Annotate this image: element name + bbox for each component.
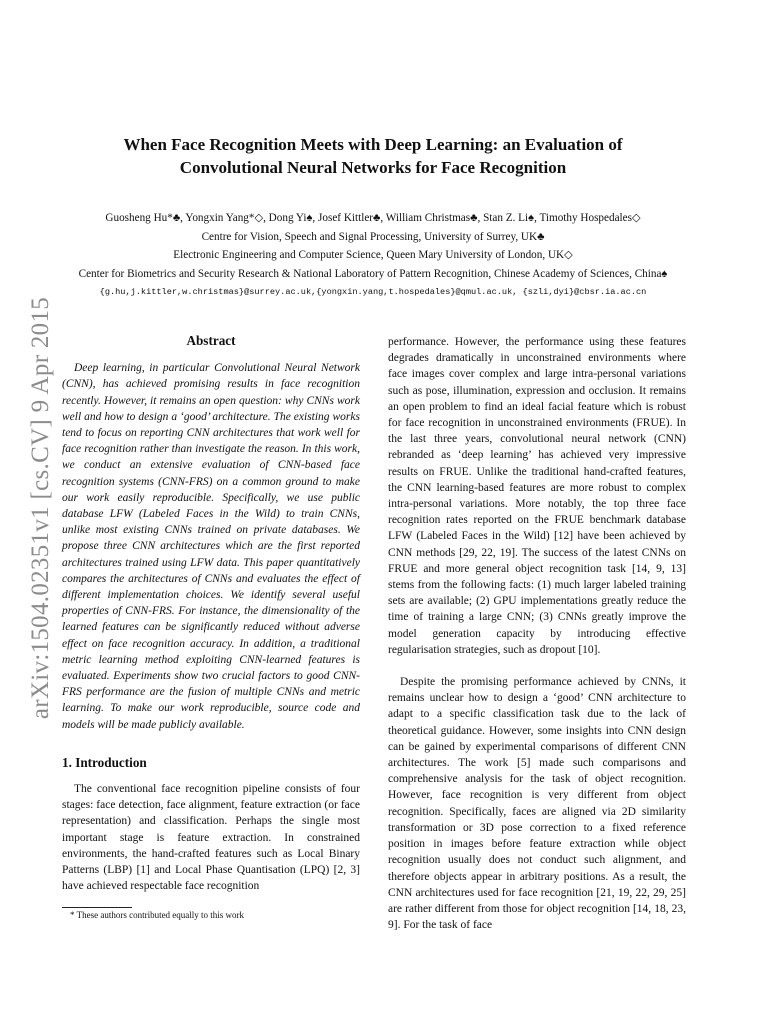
left-column (62, 333, 360, 895)
affiliation-qmul: Electronic Engineering and Computer Science, Queen Mary University of London, UK◇ (173, 249, 573, 262)
section-heading-introduction: 1. Introduction (62, 754, 147, 770)
author-emails: {g.hu,j.kittler,w.christmas}@surrey.ac.uk,{yongxin.yang,t.hospedales}@qmul.ac.uk, {szli,dyi}@cbsr.ia.ac.cn (99, 287, 647, 298)
intro-paragraph-3: Despite the promising performance achieved by CNNs, it remains unclear how to design a ‘good’ CNN architecture to adapt to a specific classification task due to the lack of theoretical guidance. However, some insights into CNN design can be gained by experimental comparisons of different CNN architectures. The work [5] made such comparisons and comprehensive analysis for the task of object recognition. However, face recognition is very different from object recognition. Specifically, faces are aligned via 2D similarity transformation or 3D pose correction to a fixed reference position in images before feature extraction while object recognition usually does not conduct such alignment, and therefore objects appear in arbitrary positions. As a result, the CNN architectures used for face recognition [21, 19, 22, 29, 25] are rather different from those for object recognition [14, 18, 23, 9]. For the task of face (388, 676, 686, 932)
affiliation-surrey: Centre for Vision, Speech and Signal Processing, University of Surrey, UK♣ (201, 230, 545, 243)
arxiv-identifier: arXiv:1504.02351v1 [cs.CV] 9 Apr 2015 (27, 296, 54, 720)
footnote-divider (62, 907, 132, 908)
footnote-equal-contribution: * These authors contributed equally to this work (70, 910, 245, 920)
author-list: Guosheng Hu*♣, Yongxin Yang*◇, Dong Yi♠, Josef Kittler♣, William Christmas♣, Stan Z. Li♠, Timothy Hospedales◇ (105, 212, 641, 224)
author-block (40, 209, 706, 302)
abstract-text: Deep learning, in particular Convolutional Neural Network (CNN), has achieved promising results in face recognition recently. However, it remains an open question: why CNNs work well and how to design a ‘good’ architecture. The existing works tend to focus on reporting CNN architectures that work well for face recognition rather than investigate the reason. In this work, we conduct an extensive evaluation of CNN-based face recognition systems (CNN-FRS) on a common ground to make our work easily reproducible. Specifically, we use public database LFW (Labeled Faces in the Wild) to train CNNs, unlike most existing CNNs trained on private databases. We propose three CNN architectures which are the first reported architectures trained using LFW data. This paper quantitatively compares the architectures of CNNs and evaluates the effect of different implementation choices. We identify several useful properties of CNN-FRS. For instance, the dimensionality of the learned features can be significantly reduced without adverse effect on face recognition accuracy. In addition, a traditional metric learning method exploiting CNN-learned features is evaluated. Experiments show two crucial factors to good CNN-FRS performance are the fusion of multiple CNNs and metric learning. To make our work reproducible, source code and models will be made publicly available. (62, 362, 360, 731)
paper-title (60, 134, 686, 179)
right-column (388, 334, 686, 933)
intro-paragraph-1: The conventional face recognition pipeline consists of four stages: face detection, face alignment, feature extraction (or face representation) and classification. Perhaps the single most important stage is feature extraction. In constrained environments, the hand-crafted features such as Local Binary Patterns (LBP) [1] and Local Phase Quantisation (LPQ) [2, 3] have achieved respectable face recognition (62, 783, 360, 893)
title-line-1: When Face Recognition Meets with Deep Learning: an Evaluation of (123, 135, 623, 154)
affiliation-casia: Center for Biometrics and Security Research & National Laboratory of Pattern Recognition, Chinese Academy of Sciences, China♠ (78, 267, 668, 280)
intro-paragraph-2: performance. However, the performance using these features degrades dramatically in unconstrained environments where face images cover complex and large intra-personal variations such as pose, illumination, expression and occlusion. It remains an open problem to find an ideal facial feature which is robust for face recognition in unconstrained environments (FRUE). In the last three years, convolutional neural network (CNN) rebranded as ‘deep learning’ has achieved very impressive results on FRUE. Unlike the traditional hand-crafted features, the CNN learning-based features are more robust to complex intra-personal variations. More notably, the top three face recognition rates reported on the FRUE benchmark database LFW (Labeled Faces in the Wild) [12] have been achieved by CNN methods [29, 22, 19]. The success of the latest CNNs on FRUE and more general object recognition task [14, 9, 13] stems from the following facts: (1) much larger labeled training sets are available; (2) GPU implementations greatly reduce the time of training a large CNN; (3) CNNs greatly improve the model generation capacity by introducing effective regularisation strategies, such as dropout [10]. (388, 336, 686, 656)
abstract-heading: Abstract (186, 333, 236, 348)
title-line-2: Convolutional Neural Networks for Face Recognition (179, 157, 567, 177)
